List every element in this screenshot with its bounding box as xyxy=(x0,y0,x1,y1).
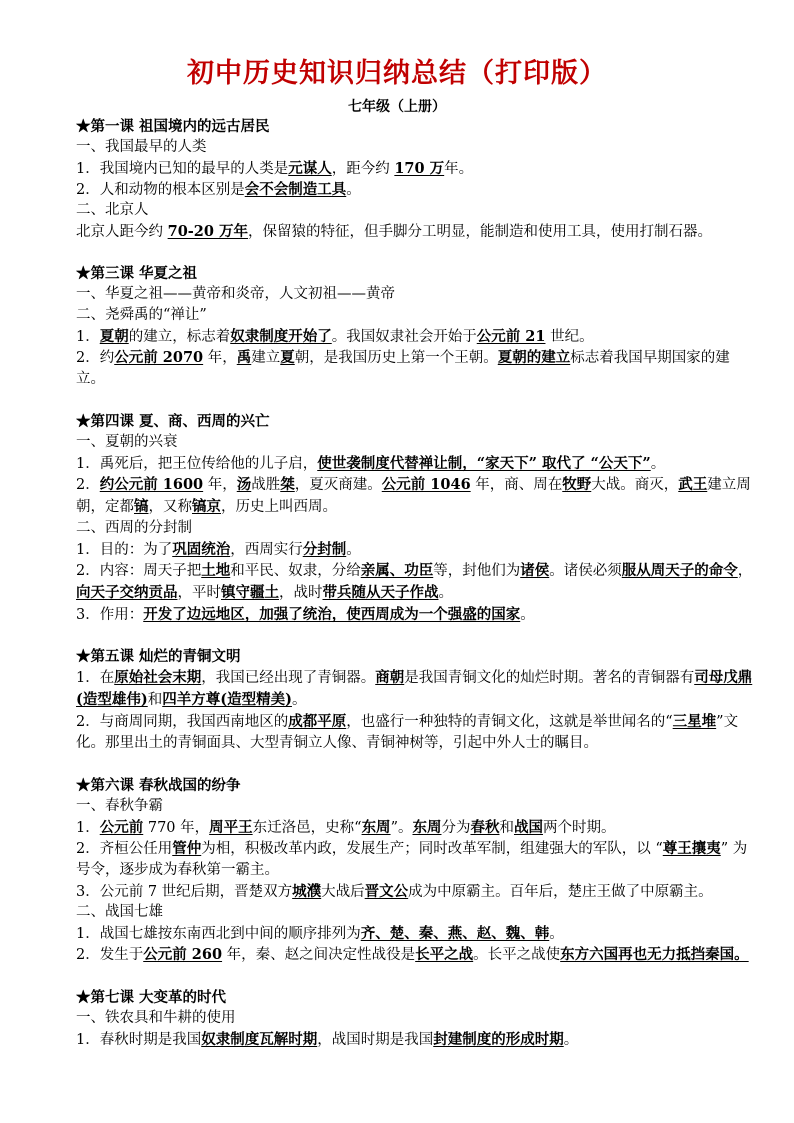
text-segment: 2．发生于 xyxy=(76,947,144,963)
text-segment: 大战后 xyxy=(321,884,365,900)
text-segment: 和平民、奴隶，分给 xyxy=(230,563,361,579)
page-title: 初中历史知识归纳总结（打印版） xyxy=(187,58,607,89)
text-line xyxy=(76,923,756,944)
text-line xyxy=(76,796,756,817)
key-term: 牧野 xyxy=(562,476,592,493)
key-term: 奴隶制度开始了 xyxy=(230,328,332,345)
text-line xyxy=(76,902,756,923)
key-term: 亲属、功臣 xyxy=(360,562,434,579)
text-segment: 3．作用： xyxy=(76,607,144,623)
text-segment: 为相，积极改革内政，发展生产；同时改革军制，组建强大的军队，以 “ xyxy=(201,841,663,857)
text-segment: ， xyxy=(737,563,753,579)
key-term: 夏 xyxy=(280,349,295,366)
text-segment: 一、铁农具和牛耕的使用 xyxy=(76,1010,236,1026)
key-term: 开发了边远地区，加强了统治，使西周成为一个强盛的国家 xyxy=(143,606,521,623)
lesson-heading xyxy=(76,646,756,667)
key-term: 东周 xyxy=(361,819,391,836)
text-segment: ★第七课 大变革的时代 xyxy=(76,989,227,1006)
text-line xyxy=(76,200,756,221)
text-segment: 二、尧舜禹的“禅让” xyxy=(76,307,207,323)
text-segment: 2．约 xyxy=(76,350,115,366)
spacer xyxy=(76,966,756,987)
text-segment: 2． xyxy=(76,477,100,493)
text-segment: 年，秦、赵之间决定性战役是 xyxy=(222,947,416,963)
text-segment: 。 xyxy=(520,607,535,623)
text-line xyxy=(76,474,756,518)
text-segment: 。我国奴隶社会开始于 xyxy=(331,329,477,345)
text-segment: 3．公元前 7 世纪后期，晋楚双方 xyxy=(76,884,293,900)
key-term: 城濮 xyxy=(292,883,322,900)
text-segment: 。 xyxy=(650,456,666,472)
text-line xyxy=(76,944,756,966)
key-term: 约公元前 1600 xyxy=(99,476,204,493)
text-segment: 。 xyxy=(346,542,361,558)
key-term: 诸侯 xyxy=(520,562,550,579)
key-term: 四羊方尊(造型精美) xyxy=(162,691,292,708)
text-segment: 。 xyxy=(291,692,307,708)
text-segment: 是我国青铜文化的灿烂时期。著名的青铜器有 xyxy=(404,670,695,686)
lesson-heading xyxy=(76,411,756,432)
text-segment: 2．人和动物的根本区别是 xyxy=(76,182,245,198)
text-segment: 分为 xyxy=(441,820,471,836)
text-segment: 二、北京人 xyxy=(76,202,149,218)
text-segment: ★第四课 夏、商、西周的兴亡 xyxy=(76,413,270,430)
text-segment: 1． xyxy=(76,820,100,836)
text-segment: 标志着我国早期国家的建立。 xyxy=(76,350,730,387)
text-segment: 。 xyxy=(438,585,453,601)
text-segment: 年， xyxy=(203,350,237,366)
text-segment: 770 年， xyxy=(143,820,210,836)
text-segment: 和 xyxy=(499,820,514,836)
key-term: 公元前 21 xyxy=(476,328,546,345)
key-term: 晋文公 xyxy=(364,883,409,900)
key-term: 春秋 xyxy=(470,819,500,836)
key-term: 长平之战 xyxy=(415,946,474,963)
text-line xyxy=(76,539,756,560)
text-segment: 1． xyxy=(76,329,100,345)
text-line xyxy=(76,604,756,625)
text-segment: ” 为号令，逐步成为春秋第一霸主。 xyxy=(76,841,748,878)
text-line xyxy=(76,432,756,453)
key-term: 巩固统治 xyxy=(172,541,231,558)
text-segment: 1．目的：为了 xyxy=(76,542,173,558)
text-segment: 1．在 xyxy=(76,670,115,686)
text-segment: 二、战国七雄 xyxy=(76,904,163,920)
text-segment: 2．齐桓公任用 xyxy=(76,841,173,857)
text-segment: ，也盛行一种独特的青铜文化，这就是举世闻名的“ xyxy=(346,714,673,730)
spacer xyxy=(76,754,756,775)
text-segment: ，平时 xyxy=(177,585,221,601)
text-segment: ★第六课 春秋战国的纷争 xyxy=(76,777,241,794)
text-line xyxy=(76,1029,756,1050)
text-segment: ，我国已经出现了青铜器。 xyxy=(201,670,376,686)
key-term: 使世袭制度代替禅让制，“家天下” 取代了 “公天下” xyxy=(317,455,651,472)
text-segment: ★第五课 灿烂的青铜文明 xyxy=(76,648,241,665)
key-term: 原始社会末期 xyxy=(114,669,202,686)
key-term: 封建制度的形成时期 xyxy=(433,1031,564,1048)
text-segment: 1．我国境内已知的最早的人类是 xyxy=(76,161,289,177)
key-term: 公元前 2070 xyxy=(114,349,204,366)
text-segment: 等，封他们为 xyxy=(433,563,521,579)
text-segment: 建立 xyxy=(251,350,281,366)
lesson-heading xyxy=(76,775,756,796)
text-segment: 战胜 xyxy=(251,477,281,493)
text-line xyxy=(76,284,756,305)
text-segment: 1．禹死后，把王位传给他的儿子启， xyxy=(76,456,318,472)
key-term: 公元前 260 xyxy=(143,946,223,963)
text-segment: 一、春秋争霸 xyxy=(76,798,163,814)
document-body xyxy=(76,116,756,1050)
key-term: 夏朝 xyxy=(99,328,129,345)
text-segment: 二、西周的分封制 xyxy=(76,520,192,536)
text-line xyxy=(76,667,756,711)
key-term: 分封制 xyxy=(302,541,347,558)
text-segment: 一、华夏之祖——黄帝和炎帝，人文初祖——黄帝 xyxy=(76,286,395,302)
text-line xyxy=(76,221,756,242)
text-segment: 。 xyxy=(563,1032,579,1048)
text-segment: 。 xyxy=(346,182,361,198)
text-segment: ”文化。那里出土的青铜面具、大型青铜立人像、青铜神树等，引起中外人士的瞩目。 xyxy=(76,714,739,751)
spacer xyxy=(76,625,756,646)
key-term: 服从周天子的命令 xyxy=(621,562,738,579)
spacer xyxy=(76,390,756,411)
text-segment: 1．春秋时期是我国 xyxy=(76,1032,202,1048)
key-term: 会不会制造工具 xyxy=(244,181,347,198)
text-line xyxy=(76,453,756,474)
text-line xyxy=(76,1008,756,1029)
lesson-heading xyxy=(76,263,756,284)
text-segment: 。长平之战使 xyxy=(473,947,561,963)
key-term: 公元前 xyxy=(99,819,144,836)
text-segment: ，战国时期是我国 xyxy=(317,1032,434,1048)
key-term: 周平王 xyxy=(209,819,253,836)
text-segment: 朝，是我国历史上第一个王朝。 xyxy=(294,350,498,366)
lesson-heading xyxy=(76,987,756,1008)
text-segment: 2．内容：周天子把 xyxy=(76,563,202,579)
text-segment: 一、我国最早的人类 xyxy=(76,139,207,155)
text-line xyxy=(76,711,756,754)
key-term: 禹 xyxy=(236,349,252,366)
key-term: 夏朝的建立 xyxy=(497,349,571,366)
text-segment: 世纪。 xyxy=(545,329,594,345)
text-line xyxy=(76,305,756,326)
text-segment: 两个时期。 xyxy=(542,820,616,836)
key-term: 桀 xyxy=(280,476,295,493)
text-segment: ，历史上叫西周。 xyxy=(221,499,337,515)
text-line xyxy=(76,137,756,158)
key-term: 司母戊鼎(造型雄伟) xyxy=(76,669,753,708)
text-segment: 年。 xyxy=(444,161,474,177)
text-line xyxy=(76,179,756,200)
key-term: 镐 xyxy=(134,498,149,515)
text-line xyxy=(76,518,756,539)
text-segment: 建立周朝，定都 xyxy=(76,477,751,515)
text-segment: 北京人距今约 xyxy=(76,224,168,240)
text-line xyxy=(76,326,756,347)
text-line xyxy=(76,158,756,179)
text-segment: ，夏灭商建。 xyxy=(294,477,382,493)
page-subtitle: 七年级（上册） xyxy=(348,99,446,115)
text-segment: 大战。商灭， xyxy=(591,477,679,493)
text-line xyxy=(76,560,756,604)
text-segment: ，距今约 xyxy=(331,161,395,177)
key-term: 镇守疆土 xyxy=(221,584,279,601)
text-segment: 一、夏朝的兴衰 xyxy=(76,434,178,450)
text-segment: 东迁洛邑，史称“ xyxy=(252,820,362,836)
key-term: 汤 xyxy=(236,476,252,493)
lesson-heading xyxy=(76,116,756,137)
text-line xyxy=(76,817,756,838)
text-segment: 年， xyxy=(203,477,237,493)
text-line xyxy=(76,347,756,390)
key-term: 成都平原 xyxy=(288,713,347,730)
text-segment: 和 xyxy=(147,692,163,708)
text-segment: 。 xyxy=(549,926,564,942)
text-segment: 2．与商周同期，我国西南地区的 xyxy=(76,714,289,730)
key-term: 东周 xyxy=(412,819,442,836)
key-term: 齐、楚、秦、燕、赵、魏、韩 xyxy=(360,925,550,942)
text-segment: 的建立，标志着 xyxy=(128,329,231,345)
key-term: 尊王攘夷 xyxy=(662,840,721,857)
text-segment: 1．战国七雄按东南西北到中间的顺序排列为 xyxy=(76,926,361,942)
key-term: 镐京 xyxy=(192,498,221,515)
key-term: 管仲 xyxy=(172,840,202,857)
text-segment: ，保留猿的特征，但手脚分工明显，能制造和使用工具，使用打制石器。 xyxy=(248,224,713,240)
text-segment: ，西周实行 xyxy=(230,542,303,558)
text-segment: ★第三课 华夏之祖 xyxy=(76,265,198,282)
key-term: 奴隶制度瓦解时期 xyxy=(201,1031,318,1048)
text-segment: 年，商、周在 xyxy=(470,477,563,493)
key-term: 武王 xyxy=(678,476,708,493)
key-term: 70-20 万年 xyxy=(167,223,249,240)
key-term: 公元前 1046 xyxy=(381,476,471,493)
key-term: 元谋人 xyxy=(288,160,332,177)
key-term: 170 万 xyxy=(394,160,445,177)
key-term: 带兵随从天子作战 xyxy=(322,584,439,601)
key-term: 三星堆 xyxy=(672,713,717,730)
text-segment: ★第一课 祖国境内的远古居民 xyxy=(76,118,270,135)
text-segment: 成为中原霸主。百年后，楚庄王做了中原霸主。 xyxy=(408,884,713,900)
text-segment: ，又称 xyxy=(148,499,192,515)
text-segment: ”。 xyxy=(390,820,413,836)
text-line xyxy=(76,838,756,881)
key-term: 东方六国再也无力抵挡秦国。 xyxy=(560,946,749,963)
key-term: 战国 xyxy=(513,819,543,836)
text-segment: 。诸侯必须 xyxy=(549,563,622,579)
text-segment: ，战时 xyxy=(279,585,323,601)
spacer xyxy=(76,242,756,263)
text-line xyxy=(76,881,756,902)
key-term: 向天子交纳贡品 xyxy=(76,584,178,601)
key-term: 土地 xyxy=(201,562,231,579)
key-term: 商朝 xyxy=(375,669,405,686)
